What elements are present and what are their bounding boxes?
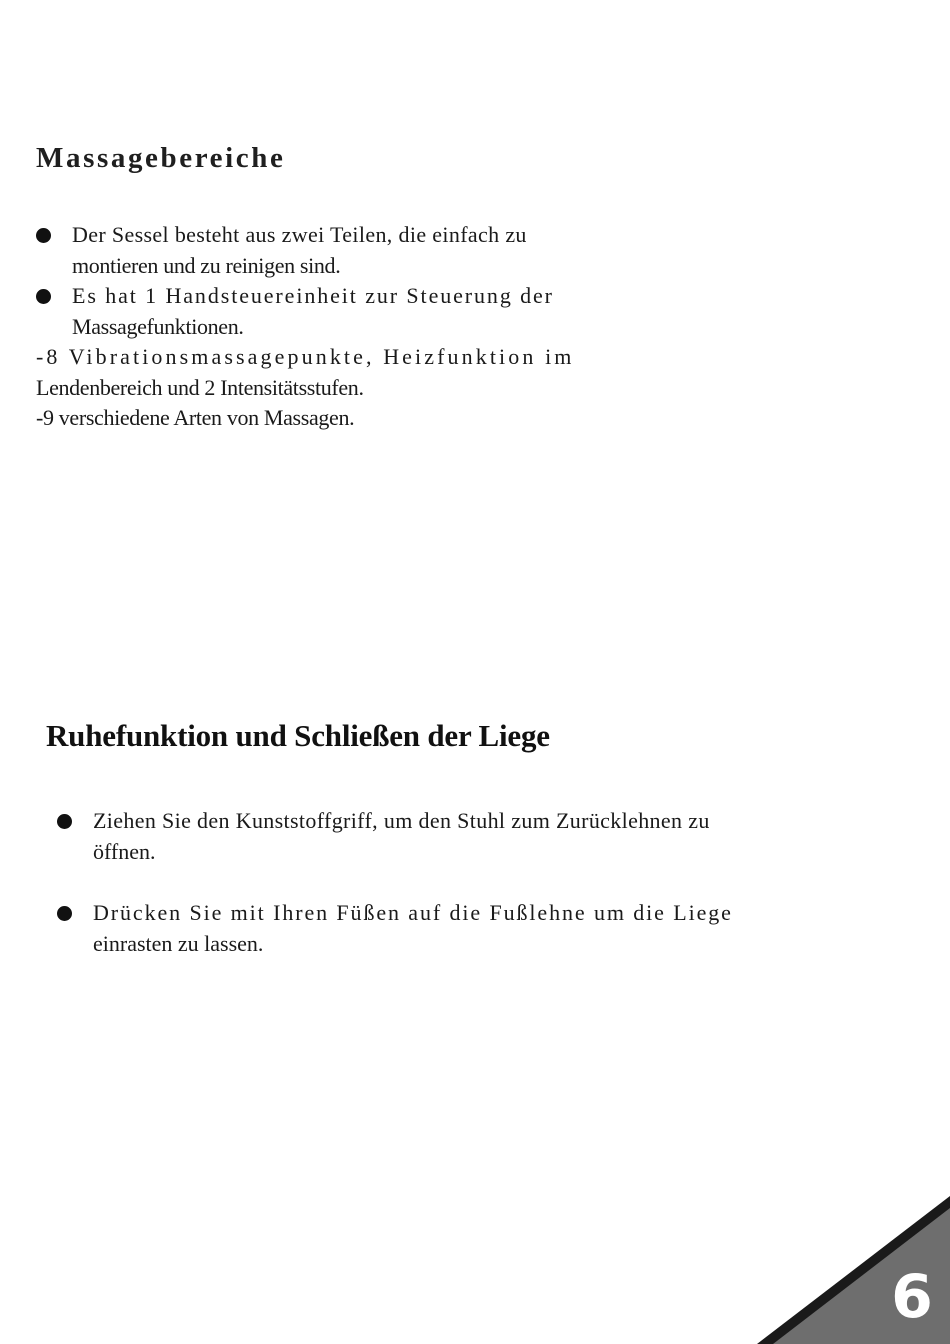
page-number: 6	[891, 1262, 933, 1332]
list-item-text-line: montieren und zu reinigen sind.	[72, 252, 341, 278]
body-text-line: Lendenbereich und 2 Intensitätsstufen.	[36, 374, 364, 400]
section-heading-ruhefunktion: Ruhefunktion und Schließen der Liege	[46, 718, 550, 753]
list-item-text-line: Drücken Sie mit Ihren Füßen auf die Fußlehne um die Liege	[93, 900, 733, 925]
body-text-line: -8 Vibrationsmassagepunkte, Heizfunktion im	[36, 344, 575, 369]
list-item-text-line: Massagefunktionen.	[72, 313, 244, 339]
section-heading-massagebereiche: Massagebereiche	[36, 142, 286, 174]
list-item-text-line: öffnen.	[93, 838, 156, 864]
body-text-line: -9 verschiedene Arten von Massagen.	[36, 405, 355, 430]
list-item-text-line: Es hat 1 Handsteuereinheit zur Steuerung der	[72, 283, 554, 308]
list-item-text-line: Ziehen Sie den Kunststoffgriff, um den Stuhl zum Zurücklehnen zu	[93, 808, 710, 833]
list-item-text-line: einrasten zu lassen.	[93, 930, 264, 956]
list-item-text-line: Der Sessel besteht aus zwei Teilen, die einfach zu	[72, 222, 527, 247]
